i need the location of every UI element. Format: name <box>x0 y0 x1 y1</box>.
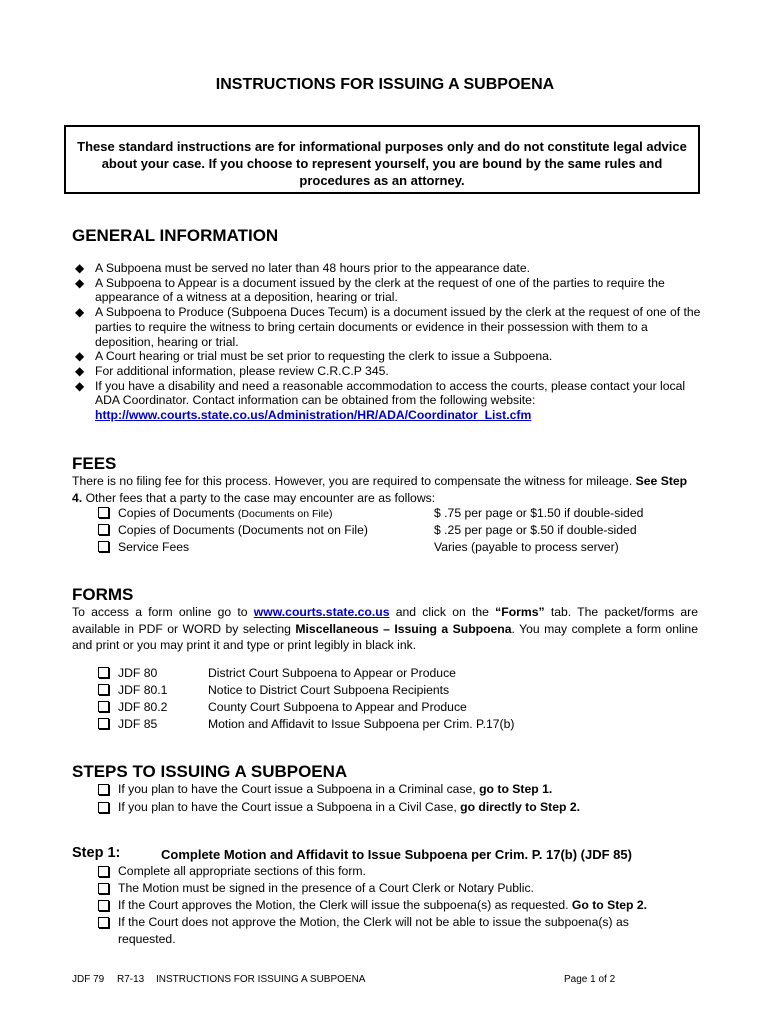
step1-item: The Motion must be signed in the presence of a Court Clerk or Notary Public. <box>98 880 698 897</box>
diamond-bullet-icon: ◆ <box>75 378 85 393</box>
checkbox-icon <box>98 701 109 712</box>
ada-coordinator-link[interactable]: http://www.courts.state.co.us/Administration/HR/ADA/Coordinator_List.cfm <box>95 408 532 423</box>
steps-heading: STEPS TO ISSUING A SUBPOENA <box>72 762 348 781</box>
forms-intro: To access a form online go to www.courts.state.co.us and click on the “Forms” tab. The packet/forms are available in PDF or WORD by selecting Miscellaneous – Issuing a Subpoena. You may complete a form online and print or you may print it and type or print legibly in black ink. <box>72 605 699 652</box>
step1-label: Step 1: <box>72 845 121 861</box>
checkbox-icon <box>98 684 109 695</box>
fee-item-price: $ .75 per page or $1.50 if double-sided <box>434 506 644 520</box>
list-item: ◆ For additional information, please review C.R.C.P 345. <box>75 363 389 378</box>
form-description: Notice to District Court Subpoena Recipients <box>208 683 450 697</box>
checkbox-icon <box>98 784 109 795</box>
list-item: ◆ If you have a disability and need a reasonable accommodation to access the courts, please contact your local ADA Coordinator. Contact information can be obtained from the following website: http://www.courts.state.co.us/Administration/HR/ADA/Coordinator_List.cfm <box>75 378 686 423</box>
forms-heading: FORMS <box>72 585 134 604</box>
fees-heading: FEES <box>72 454 117 473</box>
list-item: ◆ A Subpoena to Appear is a document issued by the clerk at the request of one of the parties to require the appearance of a witness at a deposition, hearing or trial. <box>75 275 665 305</box>
diamond-bullet-icon: ◆ <box>75 305 85 320</box>
step-item: If you plan to have the Court issue a Subpoena in a Civil Case, go directly to Step 2. <box>98 799 698 816</box>
list-item: ◆ A Subpoena to Produce (Subpoena Duces Tecum) is a document issued by the clerk at the request of one of the parties to require the witness to bring certain documents or evidence in their possession with them to a deposition, hearing or trial. <box>75 305 701 349</box>
footer-form-id: JDF 79 <box>72 974 105 985</box>
step1-item: Complete all appropriate sections of this form. <box>98 863 698 880</box>
fee-item-price: $ .25 per page or $.50 if double-sided <box>434 523 637 537</box>
courts-website-link[interactable]: www.courts.state.co.us <box>253 605 390 619</box>
checkbox-icon <box>98 507 109 518</box>
fee-item-price: Varies (payable to process server) <box>434 540 619 554</box>
footer-revision: R7-13 <box>117 974 145 985</box>
checkbox-icon <box>98 524 109 535</box>
diamond-bullet-icon: ◆ <box>75 363 85 378</box>
form-description: District Court Subpoena to Appear or Produce <box>208 666 456 680</box>
form-description: County Court Subpoena to Appear and Produce <box>208 700 467 714</box>
fee-item-label: Service Fees <box>98 539 189 555</box>
step-item: If you plan to have the Court issue a Subpoena in a Criminal case, go to Step 1. <box>98 781 698 798</box>
form-description: Motion and Affidavit to Issue Subpoena per Crim. P.17(b) <box>208 717 515 731</box>
checkbox-icon <box>98 883 109 894</box>
fees-intro: There is no filing fee for this process. However, you are required to compensate the witness for mileage. See Step 4. Other fees that a party to the case may encounter are as follows: <box>72 474 688 505</box>
step1-item: If the Court does not approve the Motion, the Clerk will not be able to issue the subpoena(s) as requested. <box>98 914 658 947</box>
checkbox-icon <box>98 718 109 729</box>
general-information-heading: GENERAL INFORMATION <box>72 226 279 245</box>
checkbox-icon <box>98 667 109 678</box>
form-code: JDF 80.1 <box>98 682 167 698</box>
checkbox-icon <box>98 541 109 552</box>
checkbox-icon <box>98 866 109 877</box>
list-item: ◆ A Court hearing or trial must be set prior to requesting the clerk to issue a Subpoena. <box>75 349 553 364</box>
diamond-bullet-icon: ◆ <box>75 349 85 364</box>
diamond-bullet-icon: ◆ <box>75 275 85 290</box>
checkbox-icon <box>98 900 109 911</box>
general-information-list <box>75 261 705 423</box>
checkbox-icon <box>98 917 109 928</box>
disclaimer-box: These standard instructions are for informational purposes only and do not constitute legal advice about your case. If you choose to represent yourself, you are bound by the same rules and procedures as an attorney. <box>64 125 700 194</box>
step1-item: If the Court approves the Motion, the Clerk will issue the subpoena(s) as requested. Go to Step 2. <box>98 897 698 914</box>
fee-item-label: Copies of Documents (Documents on File) <box>98 505 332 522</box>
diamond-bullet-icon: ◆ <box>75 261 85 275</box>
checkbox-icon <box>98 802 109 813</box>
step1-title: Complete Motion and Affidavit to Issue Subpoena per Crim. P. 17(b) (JDF 85) <box>161 847 632 862</box>
footer-page-number: Page 1 of 2 <box>564 974 616 985</box>
form-code: JDF 80 <box>98 665 157 681</box>
form-code: JDF 80.2 <box>98 699 167 715</box>
form-code: JDF 85 <box>98 716 157 732</box>
list-item: ◆ A Subpoena must be served no later than 48 hours prior to the appearance date. <box>75 261 530 275</box>
page-title: INSTRUCTIONS FOR ISSUING A SUBPOENA <box>215 76 555 93</box>
footer-doc-title: INSTRUCTIONS FOR ISSUING A SUBPOENA <box>156 974 366 985</box>
fee-item-label: Copies of Documents (Documents not on File) <box>98 522 368 538</box>
